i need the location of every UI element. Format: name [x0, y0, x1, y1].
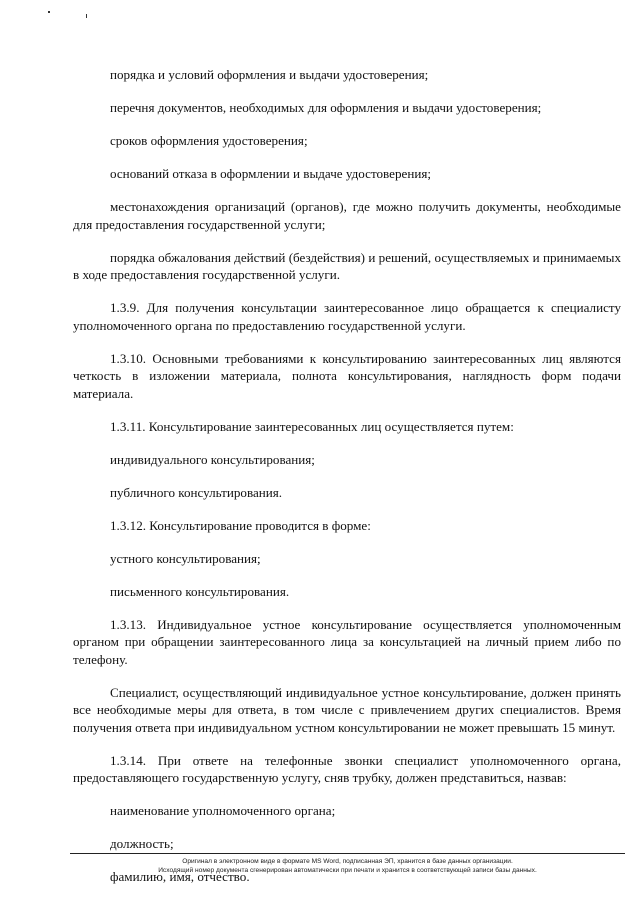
body-paragraph: Специалист, осуществляющий индивидуальное устное консультирование, должен принять все необходимые меры для ответа, в том числе с привлечением других специалистов. Время получения ответа при индивидуальном устном консультировании не может превышать 15 минут.	[73, 684, 621, 735]
scan-speck	[86, 14, 87, 18]
list-item: фамилию, имя, отчество.	[110, 869, 250, 884]
footer-line: Оригинал в электронном виде в формате MS Word, подписанная ЭП, хранится в базе данных организации.	[182, 858, 513, 865]
list-item: порядка и условий оформления и выдачи удостоверения;	[110, 67, 429, 82]
list-item: индивидуального консультирования;	[110, 451, 315, 467]
section-paragraph: 1.3.13. Индивидуальное устное консультирование осуществляется уполномоченным органом при обращении заинтересованного лица за консультацией на личный прием либо по телефону.	[73, 616, 621, 667]
footer-note	[70, 857, 625, 875]
list-item: порядка обжалования действий (бездействия) и решений, осуществляемых и принимаемых в ходе предоставления государственной услуги.	[73, 249, 621, 282]
list-item: сроков оформления удостоверения;	[110, 133, 308, 148]
document-body	[73, 66, 621, 899]
section-paragraph: 1.3.9. Для получения консультации заинтересованное лицо обращается к специалисту уполномоченного органа по предоставлению государственной услуги.	[73, 300, 621, 333]
list-item: должность;	[110, 836, 174, 851]
list-item: оснований отказа в оформлении и выдаче удостоверения;	[110, 166, 431, 181]
section-paragraph: 1.3.12. Консультирование проводится в форме:	[110, 517, 371, 533]
list-item: перечня документов, необходимых для оформления и выдачи удостоверения;	[110, 100, 542, 115]
section-paragraph: 1.3.10. Основными требованиями к консультированию заинтересованных лиц являются четкость в изложении материала, полнота консультирования, наглядность форм подачи материала.	[73, 350, 621, 401]
footer-line: Исходящий номер документа сгенерирован автоматически при печати и хранится в соответствующей записи базы данных.	[158, 867, 537, 874]
footer-divider	[70, 853, 625, 854]
list-item: письменного консультирования.	[110, 583, 290, 599]
list-item: местонахождения организаций (органов), где можно получить документы, необходимые для предоставления государственной услуги;	[73, 199, 621, 232]
list-item: публичного консультирования.	[110, 484, 283, 500]
list-item: наименование уполномоченного органа;	[110, 803, 336, 818]
section-paragraph: 1.3.14. При ответе на телефонные звонки специалист уполномоченного органа, предоставляющего государственную услугу, сняв трубку, должен представиться, назвав:	[73, 752, 621, 785]
scan-speck	[48, 11, 50, 13]
list-item: устного консультирования;	[110, 550, 261, 566]
section-paragraph: 1.3.11. Консультирование заинтересованных лиц осуществляется путем:	[110, 418, 514, 434]
